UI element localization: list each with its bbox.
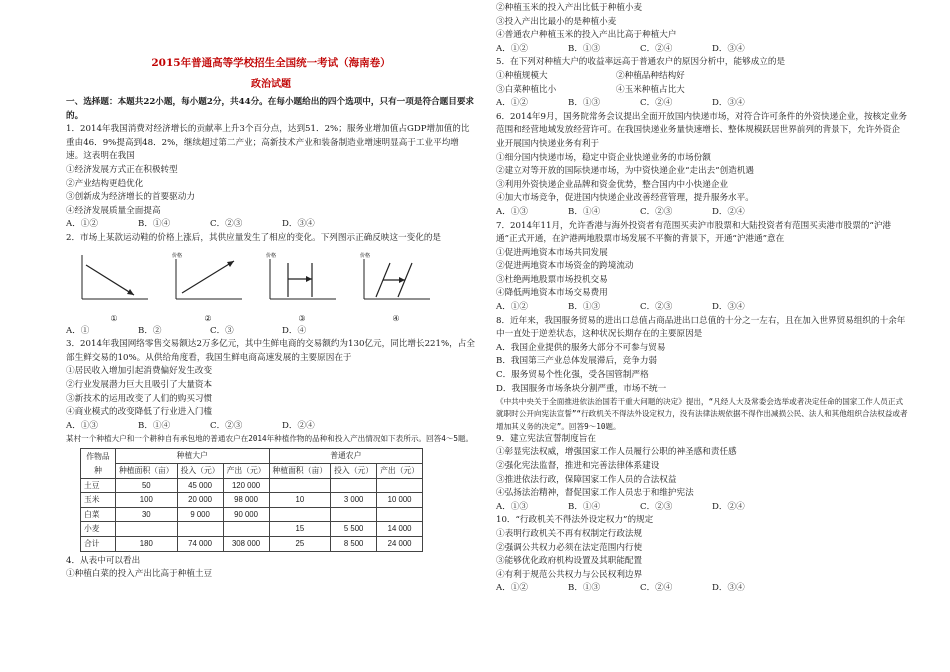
option-a: A．①②	[496, 98, 528, 109]
choice-d: D．我国服务市场条块分割严重，市场不统一	[496, 383, 667, 394]
options	[66, 420, 476, 434]
option-a: A．①②	[496, 43, 528, 54]
cell: 15	[269, 522, 331, 537]
item: ③利用外资快递企业品牌和资金优势，整合国内中小快递企业	[496, 179, 729, 190]
option-c: C．③	[210, 325, 234, 336]
item: ①表明行政机关不再有权制定行政法规	[496, 528, 643, 539]
graph-label-1: ①	[110, 314, 118, 324]
question-4	[66, 555, 476, 582]
options	[496, 206, 908, 220]
subhead: 种植面积（亩）	[116, 464, 178, 479]
question-text: 8．近年来，我国服务贸易的进出口总值占商品进出口总值的十分之一左右，且在加入世界贸易组织的十余年中一直处于逆差状态，这种状况长期存在的主要原因是	[496, 315, 906, 340]
question-text: 5．在下列对种植大户的收益率远高于普通农户的原因分析中，能够成立的是	[496, 57, 786, 68]
item: ①种植白菜的投入产出比高于种植土豆	[66, 569, 213, 580]
option-c: C．②③	[640, 501, 673, 512]
option-b: B．①④	[138, 219, 171, 230]
row-name: 小麦	[81, 522, 116, 537]
item: ④弘扬法治精神，督促国家工作人员忠于和维护宪法	[496, 488, 694, 499]
cell: 100	[116, 493, 178, 508]
item: ①经济发展方式正在积极转型	[66, 164, 178, 175]
option-b: B．②	[138, 325, 162, 336]
option-b: B．①④	[568, 206, 601, 217]
option-b: B．①③	[568, 43, 601, 54]
choice-c: C．服务贸易个性化强，受各国管制严格	[496, 370, 649, 381]
subhead: 投入（元）	[177, 464, 223, 479]
cell: 45 000	[177, 478, 223, 493]
cell	[177, 522, 223, 537]
cell: 24 000	[377, 537, 423, 552]
exam-title: 2015年普通高等学校招生全国统一考试（海南卷）	[151, 57, 391, 69]
table-row	[81, 493, 423, 508]
group-small: 普通农户	[269, 449, 423, 464]
question-text: 1．2014年我国消费对经济增长的贡献率上升3个百分点，达到51．2%；服务业增加值占GDP增加值的比重由46．9%提高到48．2%，继续超过第二产业；高新技术产业和装备制造业增速明显高于工业平均增速。这表明在我国	[66, 124, 470, 162]
cell: 74 000	[177, 537, 223, 552]
cell: 90 000	[223, 507, 269, 522]
group-big: 种植大户	[116, 449, 270, 464]
option-c: C．②③	[210, 219, 243, 230]
question-2	[66, 232, 476, 338]
subhead: 产出（元）	[223, 464, 269, 479]
option-d: D．③④	[282, 219, 315, 230]
item: ③能够优化政府机构设置及其职能配置	[496, 556, 643, 567]
table-row	[81, 478, 423, 493]
item: ①促进两地资本市场共同发展	[496, 247, 608, 258]
option-d: D．②④	[712, 206, 745, 217]
question-5	[496, 56, 908, 110]
graph-label-3: ③	[298, 314, 306, 324]
option-b: B．①④	[138, 420, 171, 431]
option-b: B．①④	[568, 501, 601, 512]
item: ②建立对等开放的国际快递市场，为中资快递企业“走出去”创造机遇	[496, 166, 755, 177]
cell	[331, 507, 377, 522]
item: ③推进依法行政，保障国家工作人员的合法权益	[496, 474, 677, 485]
question-text: 4．从表中可以看出	[66, 555, 141, 566]
table-row	[81, 537, 423, 552]
question-text: 3．2014年我国网络零售交易额达2万多亿元，其中生鲜电商的交易额约为130亿元，同比增长221%，占全部生鲜交易的10%。从供给角度看，我国生鲜电商高速发展的主要原因在于	[66, 339, 475, 363]
option-d: D．③④	[712, 43, 745, 54]
cell	[377, 507, 423, 522]
table-subheader-row	[81, 464, 423, 479]
cell	[116, 522, 178, 537]
item: ①种植规模大	[496, 70, 548, 81]
row-name: 白菜	[81, 507, 116, 522]
item: ④经济发展质量全面提高	[66, 205, 161, 216]
question-8	[496, 315, 908, 397]
cell: 5 500	[331, 522, 377, 537]
question-7	[496, 220, 908, 315]
option-a: A．①②	[496, 302, 528, 313]
cell	[269, 478, 331, 493]
cell	[377, 478, 423, 493]
row-name: 土豆	[81, 478, 116, 493]
graph-2	[168, 249, 248, 324]
item: ①居民收入增加引起消费偏好发生改变	[66, 366, 213, 377]
cell: 98 000	[223, 493, 269, 508]
cell: 8 500	[331, 537, 377, 552]
graph-1	[74, 249, 154, 324]
row-name: 玉米	[81, 493, 116, 508]
option-c: C．②③	[640, 206, 673, 217]
cell: 308 000	[223, 537, 269, 552]
cell: 120 000	[223, 478, 269, 493]
axis-price-label: 价格	[172, 252, 183, 259]
crop-table	[80, 448, 423, 551]
option-c: C．②④	[640, 98, 673, 109]
question-text: 10．“行政机关不得法外设定权力”的规定	[496, 515, 654, 526]
item: ③投入产出比最小的是种植小麦	[496, 16, 617, 27]
options	[496, 43, 908, 57]
item: ②促进两地资本市场资金的跨境流动	[496, 261, 634, 272]
option-d: D．③④	[712, 583, 745, 594]
item: ③新技术的运用改变了人们的购买习惯	[66, 393, 213, 404]
option-b: B．①③	[568, 302, 601, 313]
option-a: A．①③	[66, 420, 98, 431]
exam-subtitle: 政治试题	[251, 79, 291, 90]
item: ②行业发展潜力巨大且吸引了大量资本	[66, 379, 213, 390]
graph-3	[262, 249, 342, 324]
subhead: 种植面积（亩）	[269, 464, 331, 479]
item: ②种植品种结构好	[616, 70, 685, 81]
axis-price-label: 价格	[360, 252, 371, 259]
option-c: C．②③	[640, 302, 673, 313]
cell: 25	[269, 537, 331, 552]
graph-1-figure	[74, 249, 154, 309]
item: ②强化宪法监督，推进和完善法律体系建设	[496, 461, 660, 472]
item: ③创新成为经济增长的首要驱动力	[66, 192, 195, 203]
graph-2-figure	[168, 249, 248, 309]
axis-price-label: 价格	[266, 252, 277, 259]
item: ②强调公共权力必须在法定范围内行使	[496, 542, 643, 553]
question-text: 6．2014年9月，国务院常务会议提出全面开放国内快递市场，对符合许可条件的外资快递企业，按核定业务范围和经营地域发放经营许可。在我国快递业务量快速增长、整体规模跃居世界前列的背景下，允许外资企业开展国内快递业务有利于	[496, 111, 907, 149]
cell	[223, 522, 269, 537]
option-c: C．②④	[640, 43, 673, 54]
table-row	[81, 522, 423, 537]
question-text: 2．市场上某款运动鞋的价格上涨后，其供应量发生了相应的变化。下列图示正确反映这一变化的是	[66, 232, 442, 243]
graph-4	[356, 249, 436, 324]
left-column	[66, 0, 476, 582]
cell: 20 000	[177, 493, 223, 508]
options	[496, 301, 908, 315]
option-a: A．①③	[496, 206, 528, 217]
section-heading: 一、选择题：本题共22小题，每小题2分，共44分。在每小题给出的四个选项中，只有一项是符合题目要求的。	[66, 97, 475, 121]
cell: 9 000	[177, 507, 223, 522]
option-d: D．④	[282, 325, 307, 336]
item: ④加大市场竞争，促进国内快递企业改善经营管理，提升服务水平。	[496, 193, 754, 204]
item: ①细分国内快递市场，稳定中资企业快递业务的市场份额	[496, 152, 711, 163]
options	[66, 325, 476, 339]
option-a: A．①	[66, 325, 90, 336]
cell: 10 000	[377, 493, 423, 508]
option-b: B．①③	[568, 583, 601, 594]
option-a: A．①②	[496, 583, 528, 594]
question-text: 7．2014年11月，允许香港与海外投资者有范围买卖沪市股票和大陆投资者有范围买卖港市股票的“沪港通”正式开通，在沪港两地股票市场发展不平衡的背景下，开通“沪港通”意在	[496, 220, 892, 245]
item: ④普通农户种植玉米的投入产出比高于种植大户	[496, 30, 677, 41]
choice-a: A．我国企业提供的服务大部分不可参与贸易	[496, 342, 666, 353]
question-text: 9．建立宪法宣誓制度旨在	[496, 433, 596, 444]
option-d: D．②④	[712, 501, 745, 512]
choice-b: B．我国第三产业总体发展滞后，竞争力弱	[496, 356, 658, 367]
cell	[269, 507, 331, 522]
option-d: D．③④	[712, 98, 745, 109]
options	[496, 501, 908, 515]
graph-label-4: ④	[392, 314, 400, 324]
item: ④商业模式的改变降低了行业进入门槛	[66, 407, 213, 418]
items-row	[496, 70, 908, 84]
supply-graphs	[74, 249, 476, 323]
question-6	[496, 111, 908, 220]
option-a: A．①②	[66, 219, 98, 230]
table-header-row	[81, 449, 423, 464]
col-crop: 作物品种	[81, 449, 116, 478]
option-c: C．②③	[210, 420, 243, 431]
cell: 3 000	[331, 493, 377, 508]
graph-4-figure	[356, 249, 436, 309]
graph-label-2: ②	[204, 314, 212, 324]
table-row	[81, 507, 423, 522]
item: ③杜绝两地股票市场投机交易	[496, 274, 608, 285]
cell	[331, 478, 377, 493]
items-row	[496, 84, 908, 98]
subhead: 投入（元）	[331, 464, 377, 479]
option-a: A．①③	[496, 501, 528, 512]
material-9-10: 《中共中央关于全面推进依法治国若干重大问题的决定》提出，“凡经人大及常委会选举或者决定任命的国家工作人员正式就职时公开向宪法宣誓”“行政机关不得法外设定权力，没有法律法规依据不得作出减损公民、法人和其他组织合法权益或者增加其义务的决定”。回答9～10题。	[496, 397, 908, 431]
item: ②种植玉米的投入产出比低于种植小麦	[496, 3, 643, 13]
cell: 10	[269, 493, 331, 508]
item: ①彰显宪法权威，增强国家工作人员履行公职的神圣感和责任感	[496, 447, 737, 458]
option-b: B．①③	[568, 98, 601, 109]
cell: 50	[116, 478, 178, 493]
material-4-5: 某村一个种植大户和一个耕种自有承包地的普通农户在2014年种植作物的品种和投入产出情况如下表所示。回答4～5题。	[66, 434, 474, 444]
item: ④降低两地资本市场交易费用	[496, 288, 608, 299]
cell: 30	[116, 507, 178, 522]
graph-3-figure	[262, 249, 342, 309]
item: ②产业结构更趋优化	[66, 178, 144, 189]
options	[496, 97, 908, 111]
cell: 180	[116, 537, 178, 552]
option-d: D．②④	[282, 420, 315, 431]
item: ④玉米种植占比大	[616, 84, 685, 95]
right-column	[496, 0, 908, 596]
row-name: 合计	[81, 537, 116, 552]
question-10	[496, 514, 908, 596]
option-d: D．③④	[712, 302, 745, 313]
options	[496, 582, 908, 596]
question-9	[496, 433, 908, 515]
option-c: C．②④	[640, 583, 673, 594]
question-3	[66, 338, 476, 433]
cell: 14 000	[377, 522, 423, 537]
options	[66, 218, 476, 232]
subhead: 产出（元）	[377, 464, 423, 479]
item: ④有利于规范公共权力与公民权利边界	[496, 569, 643, 580]
question-1	[66, 123, 476, 232]
item: ③白菜种植比小	[496, 84, 557, 95]
